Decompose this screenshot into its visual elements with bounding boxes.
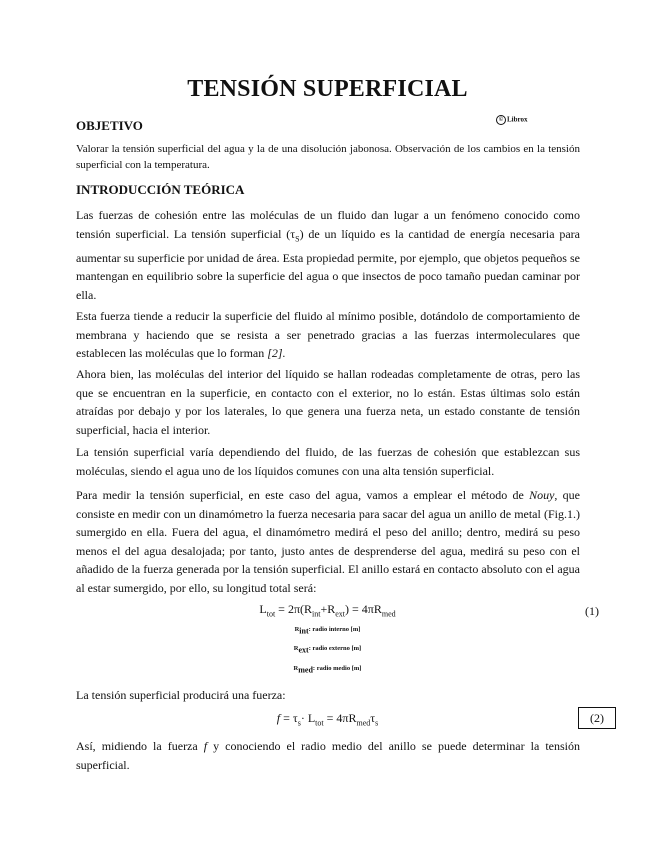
intro-heading: INTRODUCCIÓN TEÓRICA [76, 182, 245, 197]
eq2-s2-sub: s [375, 718, 379, 728]
eq1-rint-sub: int [312, 609, 321, 619]
legend-rint-r: R [294, 626, 300, 633]
p7-f: f [203, 739, 208, 753]
p2-reference: [2]. [267, 346, 286, 361]
paragraph-6: La tensión superficial producirá una fuerza: [76, 688, 286, 702]
eq1-rext-sub: ext [335, 609, 346, 619]
eq1-rmed-sub: med [381, 609, 396, 619]
legend-rint [0, 626, 655, 635]
legend-rmed-text: : radio medio [m] [312, 665, 362, 672]
p5-text-a: Para medir la tensión superficial, en este caso del agua, vamos a emplear el método de [76, 488, 530, 502]
eq1-mid1: = 2π(R [275, 602, 312, 616]
p1-text-b: ) de un líquido es la cantidad de energía necesaria para aumentar su superficie por unidad de área. Esta propiedad permite, por ejemplo, que objetos pequeños se mantengan en equilibrio sobre la superficie del agua o que insectos de poco tamaño puedan caminar por ella. [76, 226, 581, 302]
paragraph-5 [76, 486, 580, 598]
equation-2-number-box: (2) [578, 707, 616, 729]
paragraph-1 [76, 206, 580, 304]
eq2-f: f [276, 711, 281, 725]
p7-text-a: Así, midiendo la fuerza [76, 739, 204, 753]
eq1-plus: +R [320, 602, 336, 616]
eq2-s-sub: s [297, 718, 301, 728]
eq2-a: = τ [280, 711, 298, 725]
publisher-logo [496, 115, 528, 125]
equation-2 [0, 711, 655, 727]
eq2-b: · L [300, 711, 316, 725]
eq2-med-sub: med [356, 718, 371, 728]
eq2-d: τ [370, 711, 376, 725]
legend-rint-text: : radio interno [m] [308, 626, 361, 633]
legend-rmed-r: R [293, 665, 299, 672]
objetivo-text: Valorar la tensión superficial del agua y la de una disolución jabonosa. Observación de los cambios en la tensión superficial con la temperatura. [76, 143, 580, 171]
paragraph-7 [76, 737, 580, 774]
objetivo-heading: OBJETIVO [76, 118, 143, 133]
p5-text-b: , que consiste en medir con un dinamómetro la fuerza necesaria para sacar del agua un anillo de metal (Fig.1.) sumergido en ella. Fuera del agua, el dinamómetro medirá el peso del anillo; dentro, medirá su peso menos el del agua desalojada; por tanto, justo antes de desprenderse del agua, medirá su peso con el añadido de la fuerza generada por la tensión superficial. El anillo estará en contacto absoluto con el agua al estar sumergido, por ello, su longitud total será: [76, 488, 580, 595]
paragraph-2 [76, 307, 580, 363]
eq1-mid2: ) = 4πR [345, 602, 382, 616]
legend-rint-sub: int [299, 626, 309, 636]
eq1-L-sub: tot [266, 609, 276, 619]
paragraph-3: Ahora bien, las moléculas del interior del líquido se hallan rodeadas completamente de otras, pero las que se encuentran en la superficie, en contacto con el exterior, no lo están. Estas últimas solo están atraídas por debajo y por los laterales, lo que genera una fuerza neta, un estado constante de tensión superficial, hacia el interior. [76, 367, 580, 437]
p5-nouy: Nouy [529, 488, 555, 502]
eq2-tot-sub: tot [315, 718, 324, 728]
legend-rmed-sub: med [298, 665, 313, 675]
page-title: TENSIÓN SUPERFICIAL [187, 76, 468, 102]
p1-text-a: Las fuerzas de cohesión entre las moléculas de un fluido dan lugar a un fenómeno conocido como tensión superficial. La tensión superficial (τ [76, 208, 580, 241]
eq2-c: = 4πR [323, 711, 357, 725]
legend-rext [0, 645, 655, 654]
paragraph-4: La tensión superficial varía dependiendo del fluido, de las fuerzas de cohesión que establezcan sus moléculas, siendo el agua uno de los líquidos comunes con una alta tensión superficial. [76, 445, 580, 478]
p7-text-b: y conociendo el radio medio del anillo se puede determinar la tensión superficial. [76, 739, 580, 772]
logo-text: Librox [507, 115, 528, 124]
p2-text: Esta fuerza tiende a reducir la superficie del fluido al mínimo posible, dotándolo de comportamiento de membrana y haciendo que se resista a ser penetrado gracias a las fuerzas intermoleculares que establecen las moléculas que lo forman [76, 309, 580, 361]
legend-rext-text: : radio externo [m] [308, 645, 362, 652]
equation-1 [0, 602, 655, 618]
legend-rmed [0, 665, 655, 674]
eq1-L: L [259, 602, 267, 616]
legend-rext-sub: ext [298, 645, 309, 655]
logo-circle-icon: © [496, 115, 506, 125]
equation-1-number: (1) [585, 604, 599, 618]
p1-subscript: S [295, 233, 300, 243]
legend-rext-r: R [293, 645, 299, 652]
